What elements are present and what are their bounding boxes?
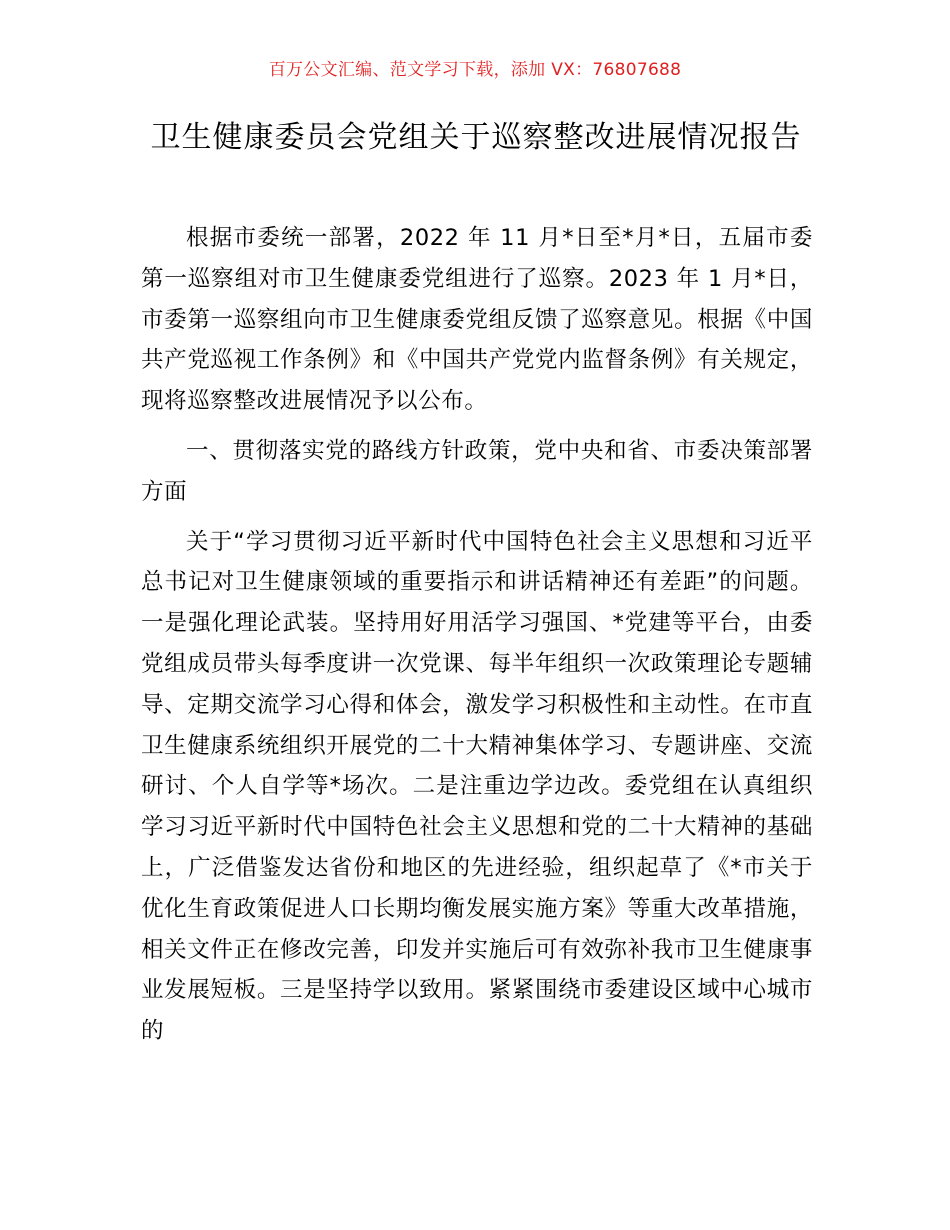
document-title: 卫生健康委员会党组关于巡察整改进展情况报告: [150, 120, 802, 155]
paragraph-section-1: 关于“学习贯彻习近平新时代中国特色社会主义思想和习近平总书记对卫生健康领域的重要指示和讲话精神还有差距”的问题。一是强化理论武装。坚持用好用活学习强国、*党建等平台，由委党组成员带头每季度讲一次党课、每半年组织一次政策理论专题辅导、定期交流学习心得和体会，激发学习积极性和主动性。在市直卫生健康系统组织开展党的二十大精神集体学习、专题讲座、交流研讨、个人自学等*场次。二是注重边学边改。委党组在认真组织学习习近平新时代中国特色社会主义思想和党的二十大精神的基础上，广泛借鉴发达省份和地区的先进经验，组织起草了《*市关于优化生育政策促进人口长期均衡发展实施方案》等重大改革措施，相关文件正在修改完善，印发并实施后可有效弥补我市卫生健康事业发展短板。三是坚持学以致用。紧紧围绕市委建设区域中心城市的: [141, 528, 813, 1045]
paragraph-intro: 根据市委统一部署，2022 年 11 月*日至*月*日，五届市委第一巡察组对市卫生健康委党组进行了巡察。2023 年 1 月*日，市委第一巡察组向市卫生健康委党组反馈了巡察意见。根据《中国共产党巡视工作条例》和《中国共产党党内监督条例》有关规定，现将巡察整改进展情况予以公布。: [141, 225, 813, 415]
document-body: [141, 218, 813, 1061]
header-promo-note: 百万公文汇编、范文学习下载，添加 VX：76807688: [268, 60, 682, 80]
section-heading-1: 一、贯彻落实党的路线方针政策，党中央和省、市委决策部署方面: [141, 437, 813, 505]
